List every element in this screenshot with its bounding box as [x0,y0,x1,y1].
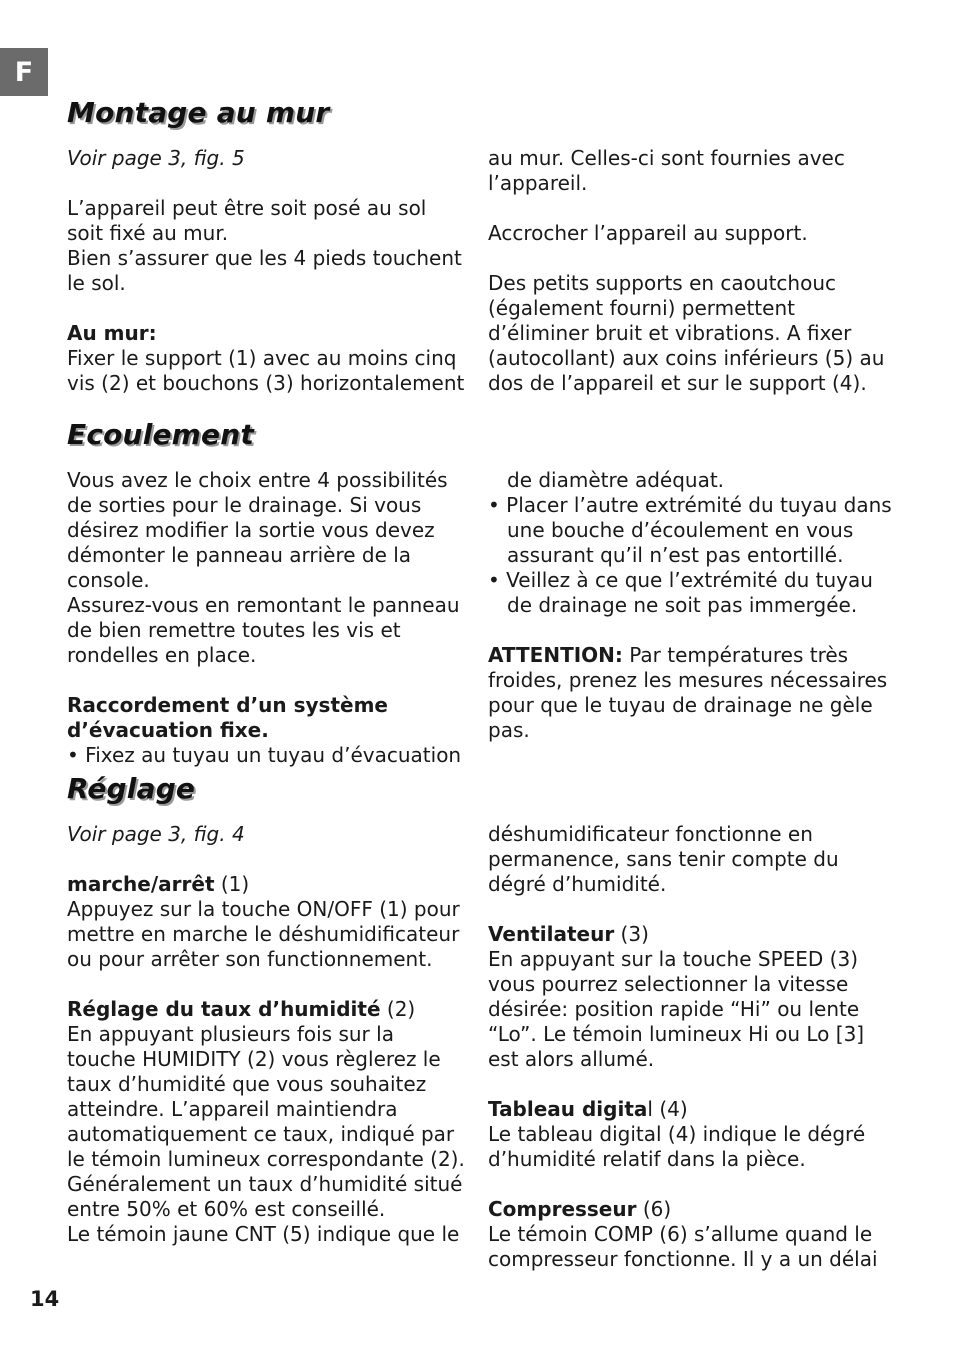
ecoulement-bullet-1-continued: de diamètre adéquat. [507,468,725,492]
taux-number: (2) [380,997,416,1021]
reglage-tableau-heading [488,1097,898,1122]
ecoulement-bullet-1: • Fixez au tuyau un tuyau d’évacuation [67,743,462,767]
ventilateur-label: Ventilateur [488,922,615,946]
heading-ecoulement: Ecoulement [67,418,254,451]
reglage-ventilateur-text: En appuyant sur la touche SPEED (3) vous pourrez selectionner la vitesse désirée: position rapide “Hi” ou lente “Lo”. Le témoin lumineux Hi ou Lo [3] est alors allumé. [488,947,865,1071]
marche-label: marche/arrêt [67,872,215,896]
attention-label: ATTENTION: [488,643,623,667]
taux-label: Réglage du taux d’humidité [67,997,381,1021]
montage-right-paragraph-3: Des petits supports en caoutchouc (également fourni) permettent d’éliminer bruit et vibrations. A fixer (autocollant) aux coins inférieurs (5) au dos de l’appareil et sur le support (4). [488,271,885,395]
reglage-marche-heading [67,872,467,897]
compresseur-number: (6) [636,1197,672,1221]
reglage-ventilateur-heading [488,922,898,947]
reglage-compresseur-text: Le témoin COMP (6) s’allume quand le compresseur fonctionne. Il y a un délai [488,1222,878,1271]
ecoulement-attention [488,643,898,743]
heading-montage-au-mur: Montage au mur [67,96,330,129]
attention-text: Par températures très froides, prenez les mesures nécessaires pour que le tuyau de drainage ne gèle pas. [488,643,888,742]
reglage-left-column [67,822,467,1247]
ecoulement-paragraph-2: Assurez-vous en remontant le panneau de bien remettre toutes les vis et rondelles en place. [67,593,460,667]
heading-reglage: Réglage [67,772,196,805]
reglage-marche-text: Appuyez sur la touche ON/OFF (1) pour mettre en marche le déshumidificateur ou pour arrêter son functionnement. [67,897,460,971]
ecoulement-subheading-raccordement: Raccordement d’un système d’évacuation fixe. [67,693,388,742]
ecoulement-right-column [488,468,898,743]
reglage-taux-text: En appuyant plusieurs fois sur la touche HUMIDITY (2) vous règlerez le taux d’humidité que vous souhaitez atteindre. L’appareil maintiendra automatiquement ce taux, indiqué par le témoin lumineux correspondante (2). Généralement un taux d’humidité situé entre 50% et 60% est conseillé. [67,1022,465,1221]
montage-subheading-au-mur: Au mur: [67,321,157,345]
page-number: 14 [30,1287,60,1311]
montage-paragraph-2: Bien s’assurer que les 4 pieds touchent le sol. [67,246,462,295]
language-tab: F [0,48,48,96]
montage-paragraph-3: Fixer le support (1) avec au moins cinq vis (2) et bouchons (3) horizontalement [67,346,465,395]
reglage-compresseur-heading [488,1197,898,1222]
tableau-number: l (4) [647,1097,688,1121]
tableau-label: Tableau digita [488,1097,648,1121]
montage-right-paragraph-2: Accrocher l’appareil au support. [488,221,808,245]
montage-figure-ref: Voir page 3, fig. 5 [67,146,245,170]
reglage-cnt-continued: déshumidificateur fonctionne en permanence, sans tenir compte du dégré d’humidité. [488,822,839,896]
marche-number: (1) [214,872,250,896]
montage-paragraph-1: L’appareil peut être soit posé au sol soit fixé au mur. [67,196,427,245]
montage-right-column [488,146,898,396]
reglage-figure-ref: Voir page 3, fig. 4 [67,822,245,846]
reglage-right-column [488,822,898,1272]
reglage-taux-heading [67,997,467,1022]
ecoulement-left-column [67,468,467,768]
ventilateur-number: (3) [614,922,649,946]
compresseur-label: Compresseur [488,1197,637,1221]
ecoulement-paragraph-1: Vous avez le choix entre 4 possibilités de sorties pour le drainage. Si vous désirez modifier la sortie vous devez démonter le panneau arrière de la console. [67,468,448,592]
montage-left-column [67,146,467,396]
reglage-tableau-text: Le tableau digital (4) indique le dégré d’humidité relatif dans la pièce. [488,1122,866,1171]
ecoulement-bullet-2: • Placer l’autre extrémité du tuyau dans une bouche d’écoulement en vous assurant qu’il n’est pas entortillé. [488,493,892,567]
montage-right-paragraph-1: au mur. Celles-ci sont fournies avec l’appareil. [488,146,845,195]
reglage-cnt-text: Le témoin jaune CNT (5) indique que le [67,1222,460,1246]
ecoulement-bullet-3: • Veillez à ce que l’extrémité du tuyau de drainage ne soit pas immergée. [488,568,873,617]
